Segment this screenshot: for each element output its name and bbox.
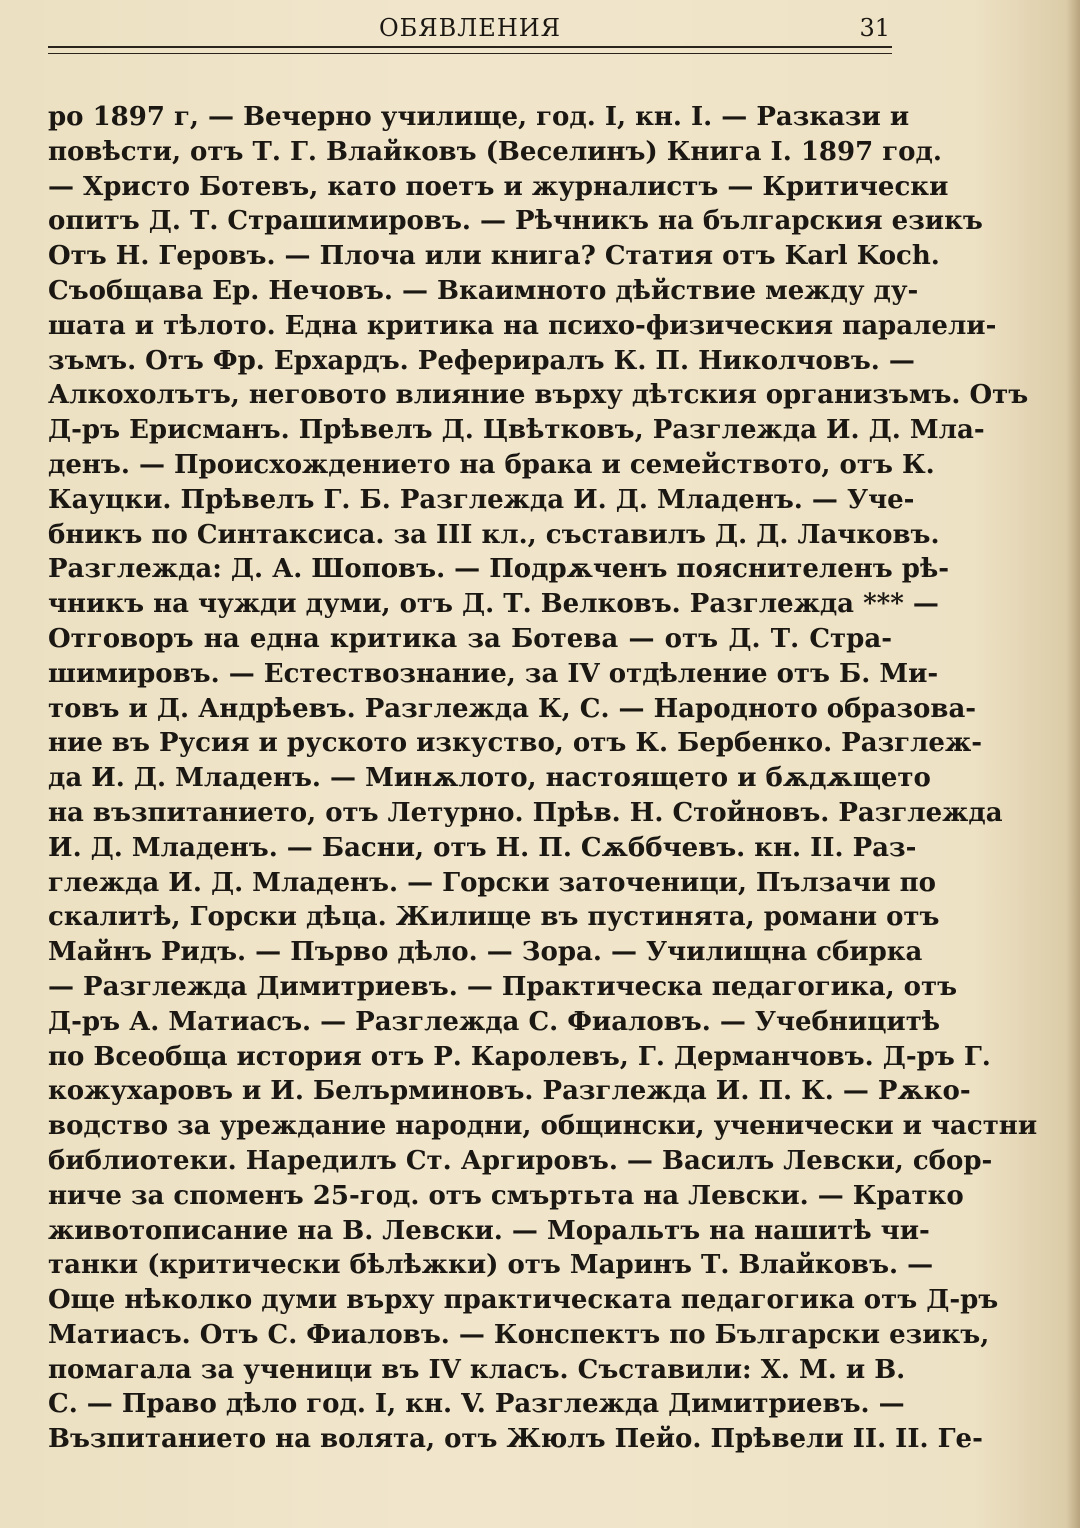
text-line: опитъ Д. Т. Страшимировъ. — Рѣчникъ на българския езикъ [48,206,983,237]
text-line: Отъ Н. Геровъ. — Плоча или книга? Статия отъ Karl Koch. [48,241,940,272]
text-line: — Разглежда Димитриевъ. — Практическа педагогика, отъ [48,971,958,1002]
text-line: бникъ по Синтаксиса. за III кл., съставилъ Д. Д. Лачковъ. [48,519,940,550]
text-line: животописание на В. Левски. — Моральтъ на нашитѣ чи- [48,1215,930,1246]
text-line: шимировъ. — Естествознание, за IV отдѣление отъ Б. Ми- [48,658,939,689]
text-body [48,100,1038,1457]
text-line: помагала за ученици въ IV класъ. Съставили: Х. М. и В. [48,1354,906,1385]
text-line: ро 1897 г, — Вечерно училище, год. I, кн. I. — Разкази и [48,102,910,132]
text-line: ниче за споменъ 25-год. отъ смъртьта на Левски. — Кратко [48,1180,964,1211]
text-line: Кауцки. Прѣвелъ Г. Б. Разглежда И. Д. Младенъ. — Уче- [48,484,915,515]
text-line: водство за уреждание народни, общински, ученически и частни [48,1111,1038,1142]
text-line: глежда И. Д. Младенъ. — Горски заточеници, Пълзачи по [48,867,936,898]
text-line: на възпитанието, отъ Летурно. Прѣв. Н. Стойновъ. Разглежда [48,797,1003,828]
section-title: ОБЯВЛЕНИЯ [378,14,562,42]
text-line: да И. Д. Младенъ. — Минѫлото, настоящето и бѫдѫщето [48,763,931,794]
text-line: Алкохолътъ, неговото влияние върху дѣтския организъмъ. Отъ [48,380,1029,411]
text-line: кожухаровъ и И. Белърминовъ. Разглежда И. П. К. — Рѫко- [48,1076,971,1107]
text-line: зъмъ. Отъ Фр. Ерхардъ. Рефериралъ К. П. Николчовъ. — [48,345,915,376]
text-line: Още нѣколко думи върху практическата педагогика отъ Д-ръ [48,1285,999,1316]
header-rule-thin [48,53,892,54]
text-line: скалитѣ, Горски дѣца. Жилище въ пустинята, романи отъ [48,902,940,933]
text-line: Д-ръ А. Матиасъ. — Разглежда С. Фиаловъ. — Учебницитѣ [48,1006,941,1037]
page-edge-shadow [1066,0,1080,1528]
page-number: 31 [859,14,890,42]
text-line: товъ и Д. Андрѣевъ. Разглежда К, С. — Народното образова- [48,693,977,724]
text-line: танки (критически бѣлѣжки) отъ Маринъ Т. Влайковъ. — [48,1250,934,1281]
text-line: — Христо Ботевъ, като поетъ и журналистъ — Критически [48,171,949,202]
text-line: повѣсти, отъ Т. Г. Влайковъ (Веселинъ) Книга I. 1897 год. [48,136,942,167]
text-line: Д-ръ Ерисманъ. Прѣвелъ Д. Цвѣтковъ, Разглежда И. Д. Мла- [48,415,985,446]
text-line: Разглежда: Д. А. Шоповъ. — Подрѫченъ пояснителенъ рѣ- [48,554,950,585]
text-line: С. — Право дѣло год. I, кн. V. Разглежда Димитриевъ. — [48,1389,905,1420]
text-line: Съобщава Ер. Нечовъ. — Вкаимното дѣйствие между ду- [48,275,919,306]
text-line: И. Д. Младенъ. — Басни, отъ Н. П. Сѫббчевъ. кн. II. Раз- [48,832,917,863]
text-line: чникъ на чужди думи, отъ Д. Т. Велковъ. Разглежда *** — [48,589,939,620]
text-line: Възпитанието на волята, отъ Жюлъ Пейо. Прѣвели II. II. Ге- [48,1424,983,1455]
header-rule-thick [48,46,892,48]
text-line: Майнъ Ридъ. — Първо дѣло. — Зора. — Училищна сбирка [48,937,923,968]
text-line: по Всеобща история отъ Р. Каролевъ, Г. Дерманчовъ. Д-ръ Г. [48,1041,991,1072]
text-line: денъ. — Происхождението на брака и семейството, отъ К. [48,449,935,480]
text-line: Матиасъ. Отъ С. Фиаловъ. — Конспектъ по Български езикъ, [48,1319,990,1350]
text-line: библиотеки. Наредилъ Ст. Аргировъ. — Василъ Левски, сбор- [48,1145,993,1176]
text-line: Отговоръ на една критика за Ботева — отъ Д. Т. Стра- [48,623,892,654]
running-header [48,10,892,44]
text-line: ние въ Русия и руското изкуство, отъ К. Бербенко. Рaзглеж- [48,728,983,759]
text-line: шата и тѣлото. Една критика на психо-физическия паралели- [48,310,997,341]
